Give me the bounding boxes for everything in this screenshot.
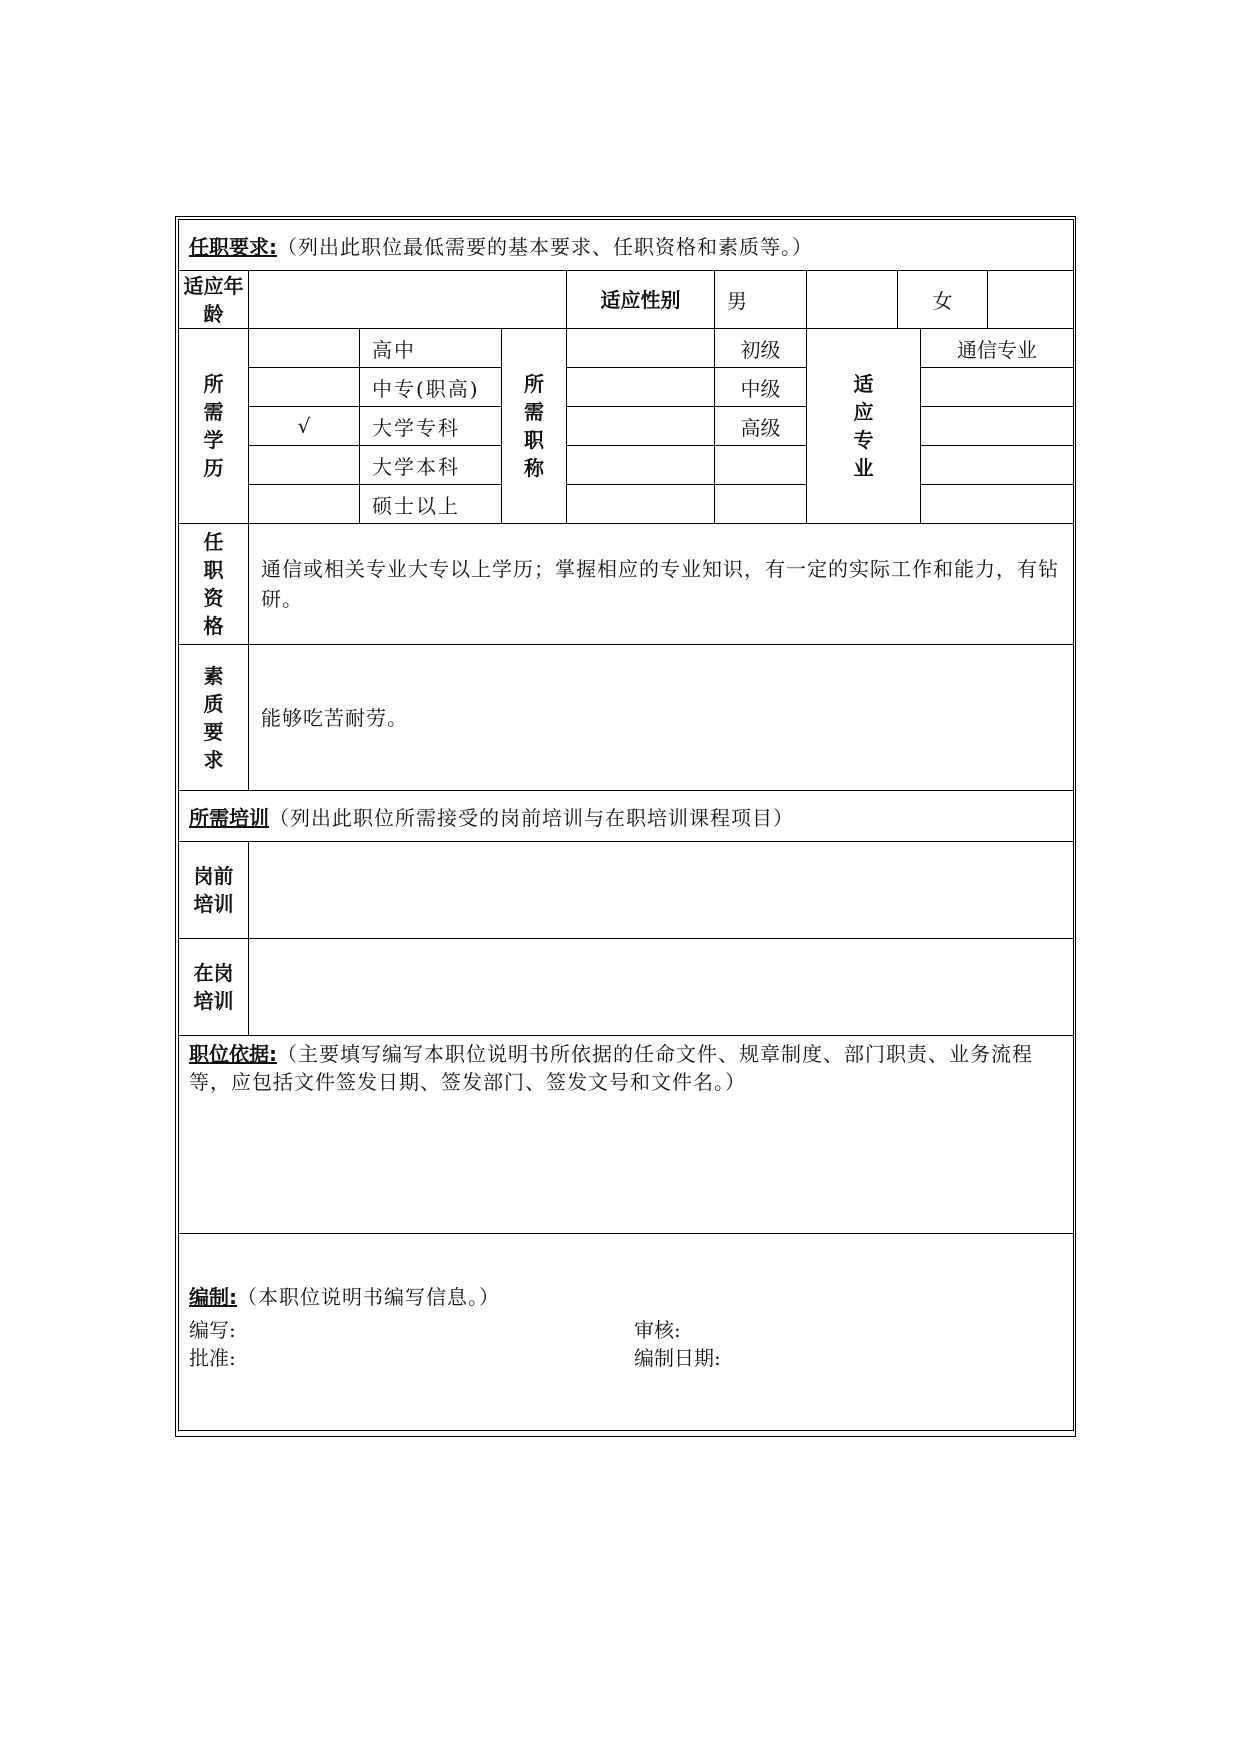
job-title-label	[502, 329, 567, 524]
pre-training-field[interactable]	[249, 842, 1074, 939]
compile-title: 编制:	[189, 1285, 237, 1309]
age-label: 适应年龄	[179, 271, 249, 329]
education-option: 高中	[360, 329, 502, 368]
education-option: 硕士以上	[360, 485, 502, 524]
training-title: 所需培训	[189, 805, 269, 830]
job-title-option: 高级	[715, 407, 807, 446]
education-label-text: 所需学历	[203, 372, 224, 480]
job-requirements-form	[178, 219, 1074, 1431]
gender-female-label: 女	[898, 271, 988, 329]
major-option[interactable]	[921, 407, 1074, 446]
job-title-label-text: 所需职称	[524, 372, 544, 480]
compile-section	[179, 1234, 1074, 1431]
pre-training-label: 岗前培训	[179, 842, 249, 939]
job-title-check[interactable]	[567, 368, 715, 407]
education-check[interactable]	[249, 485, 360, 524]
education-check[interactable]: √	[249, 407, 360, 446]
qualification-label	[179, 524, 249, 645]
onjob-training-field[interactable]	[249, 939, 1074, 1036]
requirements-header	[179, 220, 1074, 271]
quality-text[interactable]: 能够吃苦耐劳。	[249, 645, 1074, 791]
education-option: 中专(职高)	[360, 368, 502, 407]
compile-row-1	[189, 1316, 1063, 1344]
job-title-check[interactable]	[567, 329, 715, 368]
job-title-check[interactable]	[567, 446, 715, 485]
job-title-option: 初级	[715, 329, 807, 368]
training-note: （列出此职位所需接受的岗前培训与在职培训课程项目）	[269, 805, 794, 830]
major-option[interactable]	[921, 446, 1074, 485]
qualification-label-text: 任职资格	[203, 530, 224, 638]
gender-male-field[interactable]	[807, 271, 898, 329]
requirements-title: 任职要求:	[189, 234, 277, 259]
requirements-note: （列出此职位最低需要的基本要求、任职资格和素质等。）	[277, 234, 813, 259]
basis-note: （主要填写编写本职位说明书所依据的任命文件、规章制度、部门职责、业务流程等，应包括文件签发日期、签发部门、签发文号和文件名。）	[189, 1042, 1033, 1094]
education-check[interactable]	[249, 329, 360, 368]
education-option: 大学本科	[360, 446, 502, 485]
education-option: 大学专科	[360, 407, 502, 446]
basis-section[interactable]	[179, 1036, 1074, 1234]
major-label	[807, 329, 921, 524]
compile-row-2	[189, 1344, 1063, 1372]
compile-note: （本职位说明书编写信息。）	[237, 1285, 500, 1309]
gender-label: 适应性别	[567, 271, 715, 329]
job-title-check[interactable]	[567, 407, 715, 446]
qualification-text[interactable]: 通信或相关专业大专以上学历；掌握相应的专业知识，有一定的实际工作和能力，有钻研。	[249, 524, 1074, 645]
quality-label-text: 素质要求	[203, 663, 224, 772]
major-option[interactable]	[921, 485, 1074, 524]
gender-female-field[interactable]	[988, 271, 1074, 329]
basis-title: 职位依据:	[189, 1042, 277, 1066]
major-option[interactable]	[921, 368, 1074, 407]
training-header	[179, 791, 1074, 842]
reviewer-label[interactable]: 审核:	[634, 1318, 681, 1342]
major-label-text: 适应专业	[853, 372, 874, 480]
writer-label[interactable]: 编写:	[189, 1318, 236, 1342]
compile-heading	[189, 1281, 1063, 1310]
approver-label[interactable]: 批准:	[189, 1346, 236, 1370]
job-title-option	[715, 446, 807, 485]
education-label	[179, 329, 249, 524]
date-label[interactable]: 编制日期:	[634, 1346, 721, 1370]
onjob-training-label: 在岗培训	[179, 939, 249, 1036]
major-option[interactable]: 通信专业	[921, 329, 1074, 368]
quality-label	[179, 645, 249, 791]
gender-male-label: 男	[715, 271, 807, 329]
job-title-option	[715, 485, 807, 524]
age-field[interactable]	[249, 271, 567, 329]
education-check[interactable]	[249, 368, 360, 407]
job-title-check[interactable]	[567, 485, 715, 524]
job-title-option: 中级	[715, 368, 807, 407]
education-check[interactable]	[249, 446, 360, 485]
